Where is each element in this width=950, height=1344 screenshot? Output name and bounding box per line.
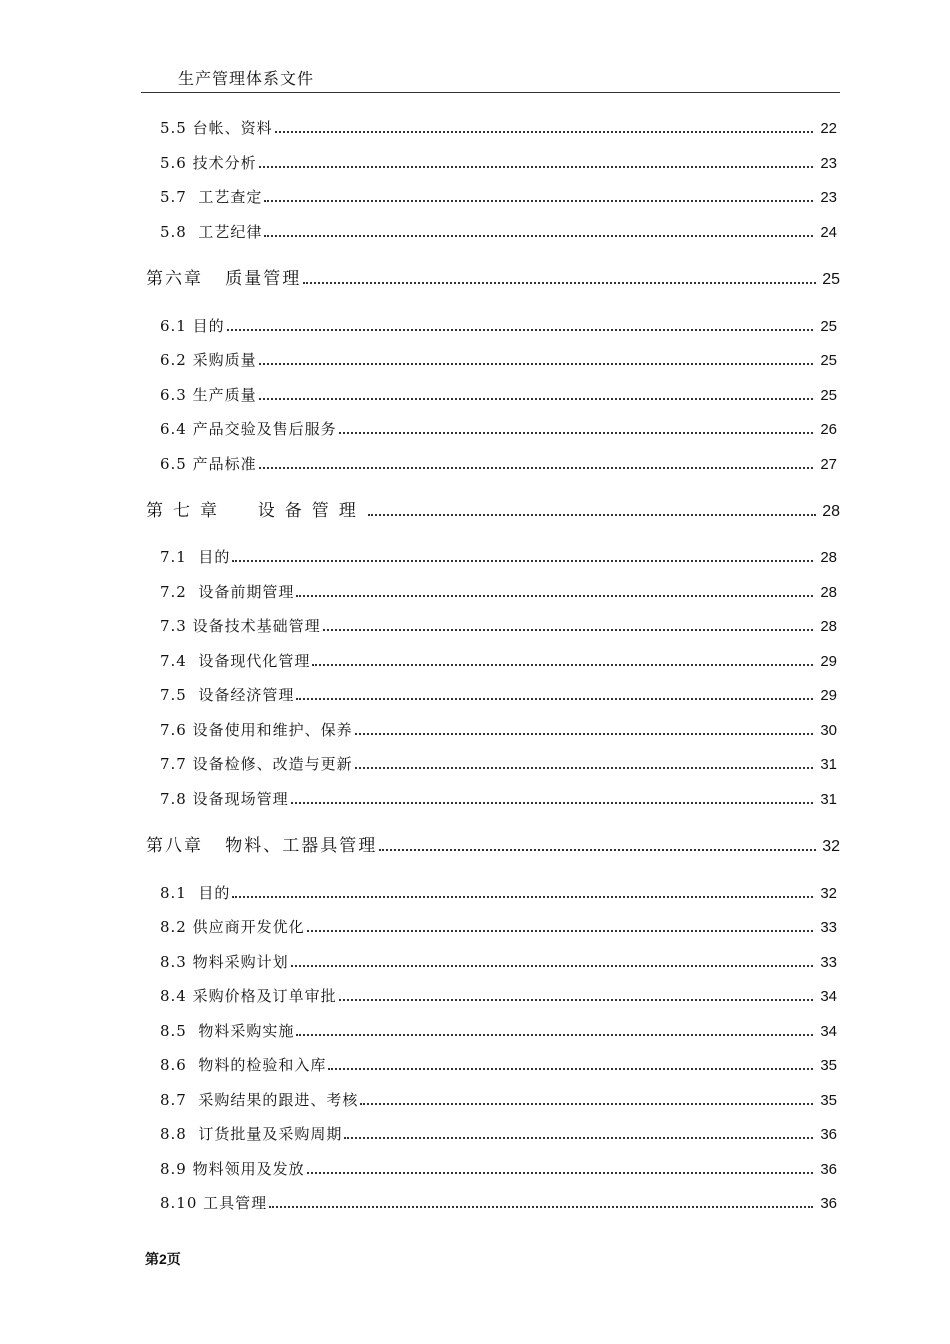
toc-dot-leader: [259, 166, 813, 168]
toc-entry-label: 8.3 物料采购计划: [160, 953, 289, 971]
toc-dot-leader: [232, 896, 813, 898]
toc-dot-leader: [264, 235, 813, 237]
toc-entry-label: 5.5 台帐、资料: [160, 119, 273, 137]
toc-dot-leader: [307, 930, 813, 932]
toc-section-entry[interactable]: [160, 985, 837, 1006]
toc-entry-label: 5.8 工艺纪律: [160, 223, 263, 241]
toc-dot-leader: [232, 560, 813, 562]
toc-dot-leader: [259, 363, 813, 365]
toc-dot-leader: [339, 432, 813, 434]
toc-entry-page-number: 36: [820, 1195, 837, 1212]
toc-entry-page-number: 26: [820, 421, 837, 438]
toc-entry-page-number: 32: [822, 838, 840, 855]
toc-entry-label: 7.6 设备使用和维护、保养: [160, 721, 353, 739]
toc-entry-page-number: 28: [820, 618, 837, 635]
toc-section-entry[interactable]: [160, 546, 837, 567]
document-header-title: 生产管理体系文件: [178, 69, 315, 88]
toc-entry-page-number: 25: [822, 271, 840, 288]
toc-section-entry[interactable]: [160, 1020, 837, 1041]
toc-entry-label: 6.3 生产质量: [160, 386, 257, 404]
toc-entry-page-number: 32: [820, 885, 837, 902]
toc-dot-leader: [291, 802, 813, 804]
toc-section-entry[interactable]: [160, 916, 837, 937]
toc-chapter-entry[interactable]: [146, 831, 840, 856]
toc-section-entry[interactable]: [160, 384, 837, 405]
page-number: 第2页: [145, 1251, 181, 1267]
toc-entry-page-number: 35: [820, 1092, 837, 1109]
toc-section-entry[interactable]: [160, 418, 837, 439]
toc-entry-label: 6.1 目的: [160, 317, 225, 335]
toc-entry-page-number: 36: [820, 1161, 837, 1178]
toc-section-entry[interactable]: [160, 753, 837, 774]
toc-entry-label: 7.8 设备现场管理: [160, 790, 289, 808]
toc-section-entry[interactable]: [160, 186, 837, 207]
toc-chapter-entry[interactable]: [146, 264, 840, 289]
toc-entry-label: 8.4 采购价格及订单审批: [160, 987, 337, 1005]
toc-entry-page-number: 28: [820, 549, 837, 566]
toc-entry-page-number: 33: [820, 919, 837, 936]
toc-entry-page-number: 25: [820, 352, 837, 369]
header-divider: [141, 92, 840, 93]
toc-entry-label: 8.5 物料采购实施: [160, 1022, 295, 1040]
toc-entry-label: 8.2 供应商开发优化: [160, 918, 305, 936]
toc-entry-page-number: 31: [820, 791, 837, 808]
toc-section-entry[interactable]: [160, 615, 837, 636]
toc-dot-leader: [355, 733, 813, 735]
toc-entry-page-number: 22: [820, 120, 837, 137]
toc-dot-leader: [264, 200, 813, 202]
toc-entry-page-number: 35: [820, 1057, 837, 1074]
toc-dot-leader: [368, 514, 816, 516]
toc-dot-leader: [355, 767, 813, 769]
toc-entry-page-number: 23: [820, 155, 837, 172]
toc-section-entry[interactable]: [160, 1192, 837, 1213]
toc-chapter-entry[interactable]: [146, 496, 840, 521]
toc-dot-leader: [296, 595, 813, 597]
toc-entry-label: 7.1 目的: [160, 548, 231, 566]
toc-entry-label: 8.9 物料领用及发放: [160, 1160, 305, 1178]
toc-dot-leader: [296, 1034, 813, 1036]
toc-entry-page-number: 25: [820, 387, 837, 404]
toc-section-entry[interactable]: [160, 719, 837, 740]
toc-entry-label: 8.8 订货批量及采购周期: [160, 1125, 343, 1143]
toc-section-entry[interactable]: [160, 1123, 837, 1144]
toc-dot-leader: [291, 965, 813, 967]
toc-dot-leader: [303, 282, 816, 284]
toc-entry-page-number: 29: [820, 687, 837, 704]
toc-entry-label: 6.2 采购质量: [160, 351, 257, 369]
toc-entry-label: 第七章 设备管理: [146, 501, 366, 521]
toc-entry-label: 8.10 工具管理: [160, 1194, 268, 1212]
toc-entry-label: 第六章 质量管理: [146, 269, 302, 289]
toc-section-entry[interactable]: [160, 221, 837, 242]
toc-section-entry[interactable]: [160, 581, 837, 602]
toc-section-entry[interactable]: [160, 349, 837, 370]
toc-entry-page-number: 29: [820, 653, 837, 670]
toc-entry-label: 7.4 设备现代化管理: [160, 652, 311, 670]
toc-dot-leader: [344, 1137, 813, 1139]
toc-dot-leader: [275, 131, 813, 133]
toc-entry-label: 8.7 采购结果的跟进、考核: [160, 1091, 359, 1109]
toc-entry-page-number: 36: [820, 1126, 837, 1143]
toc-section-entry[interactable]: [160, 650, 837, 671]
toc-section-entry[interactable]: [160, 453, 837, 474]
toc-section-entry[interactable]: [160, 684, 837, 705]
toc-entry-label: 7.3 设备技术基础管理: [160, 617, 321, 635]
toc-entry-label: 7.2 设备前期管理: [160, 583, 295, 601]
toc-entry-page-number: 28: [820, 584, 837, 601]
toc-entry-page-number: 31: [820, 756, 837, 773]
toc-dot-leader: [312, 664, 813, 666]
toc-entry-page-number: 33: [820, 954, 837, 971]
toc-entry-label: 5.7 工艺查定: [160, 188, 263, 206]
toc-section-entry[interactable]: [160, 882, 837, 903]
toc-entry-page-number: 27: [820, 456, 837, 473]
toc-entry-label: 第八章 物料、工器具管理: [146, 836, 378, 856]
toc-entry-label: 5.6 技术分析: [160, 154, 257, 172]
toc-entry-label: 6.5 产品标准: [160, 455, 257, 473]
toc-entry-page-number: 25: [820, 318, 837, 335]
toc-dot-leader: [360, 1103, 813, 1105]
toc-section-entry[interactable]: [160, 951, 837, 972]
toc-section-entry[interactable]: [160, 788, 837, 809]
toc-dot-leader: [269, 1206, 813, 1208]
toc-dot-leader: [227, 329, 813, 331]
toc-dot-leader: [296, 698, 813, 700]
toc-entry-page-number: 24: [820, 224, 837, 241]
toc-dot-leader: [307, 1172, 813, 1174]
toc-dot-leader: [259, 398, 813, 400]
toc-dot-leader: [323, 629, 813, 631]
toc-entry-label: 8.6 物料的检验和入库: [160, 1056, 327, 1074]
toc-section-entry[interactable]: [160, 1158, 837, 1179]
toc-dot-leader: [328, 1068, 813, 1070]
toc-entry-page-number: 34: [820, 988, 837, 1005]
toc-entry-label: 6.4 产品交验及售后服务: [160, 420, 337, 438]
toc-section-entry[interactable]: [160, 315, 837, 336]
toc-entry-label: 8.1 目的: [160, 884, 231, 902]
toc-entry-page-number: 30: [820, 722, 837, 739]
toc-section-entry[interactable]: [160, 117, 837, 138]
toc-entry-label: 7.5 设备经济管理: [160, 686, 295, 704]
toc-entry-label: 7.7 设备检修、改造与更新: [160, 755, 353, 773]
toc-entry-page-number: 28: [822, 503, 840, 520]
toc-entry-page-number: 34: [820, 1023, 837, 1040]
toc-section-entry[interactable]: [160, 152, 837, 173]
toc-dot-leader: [339, 999, 813, 1001]
toc-dot-leader: [379, 849, 816, 851]
toc-section-entry[interactable]: [160, 1089, 837, 1110]
toc-dot-leader: [259, 467, 813, 469]
toc-entry-page-number: 23: [820, 189, 837, 206]
toc-section-entry[interactable]: [160, 1054, 837, 1075]
